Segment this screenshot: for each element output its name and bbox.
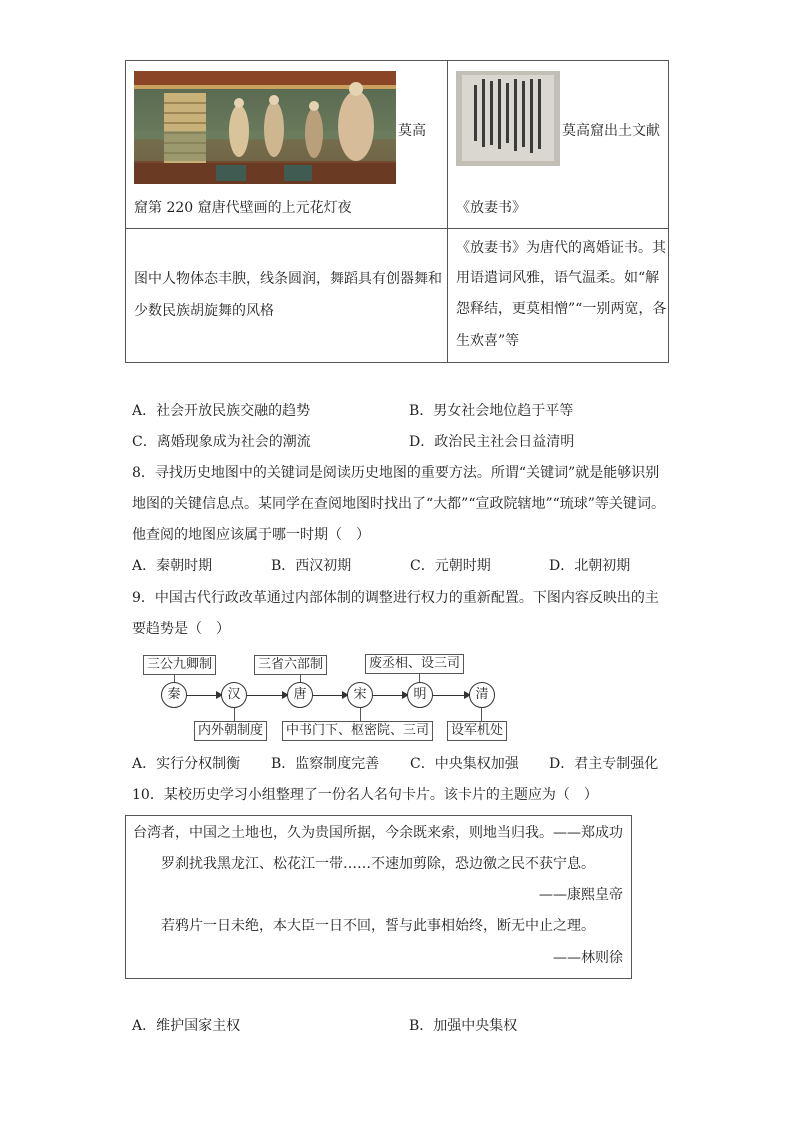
manuscript-caption-part2: 《放妻书》 <box>456 200 526 216</box>
q10-option-a[interactable]: A．维护国家主权 <box>132 1018 241 1034</box>
q9-option-a[interactable]: A．实行分权制衡 <box>132 756 241 772</box>
q7-option-d[interactable]: D．政治民主社会日益清明 <box>409 434 575 450</box>
mural-caption-part2: 窟第 220 窟唐代壁画的上元花灯夜 <box>134 200 352 216</box>
divorce-letter-description-line4: 生欢喜”等 <box>456 333 520 349</box>
attribution-kangxi: ——康熙皇帝 <box>539 887 623 903</box>
quote-kangxi: 罗刹扰我黑龙江、松花江一带……不速加剪除，恐边徼之民不获宁息。 <box>161 856 595 872</box>
node-han: 汉 <box>221 682 247 708</box>
q9-option-c[interactable]: C．中央集权加强 <box>410 756 519 772</box>
q8-option-c[interactable]: C．元朝时期 <box>410 558 491 574</box>
divorce-letter-description-line2: 用语遣词风雅，语气温柔。如“解 <box>456 270 660 286</box>
arrow-ming-qing <box>433 695 468 696</box>
label-neiwai-chao: 内外朝制度 <box>194 721 267 741</box>
divorce-letter-description-line1: 《放妻书》为唐代的离婚证书。其 <box>456 240 666 256</box>
mural-description-line2: 少数民族胡旋舞的风格 <box>134 303 274 319</box>
q7-option-a[interactable]: A．社会开放民族交融的趋势 <box>132 403 311 419</box>
q7-option-c[interactable]: C．离婚现象成为社会的潮流 <box>132 434 311 450</box>
node-song: 宋 <box>347 682 373 708</box>
q9-option-d[interactable]: D．君主专制强化 <box>549 756 659 772</box>
mural-image <box>134 71 396 184</box>
label-sangong-jiuqing: 三公九卿制 <box>143 655 216 675</box>
stub-song <box>360 708 361 722</box>
q8-stem-line3: 他查阅的地图应该属于哪一时期（ ） <box>132 527 370 543</box>
node-qin: 秦 <box>161 682 187 708</box>
node-tang: 唐 <box>287 682 313 708</box>
stub-qing <box>481 708 482 722</box>
mural-caption-part1: 莫高 <box>398 123 426 139</box>
label-junjichu: 设军机处 <box>447 721 507 741</box>
mural-description-line1: 图中人物体态丰腴，线条圆润，舞蹈具有创器舞和 <box>134 271 442 287</box>
quote-lin-zexu: 若鸦片一日未绝，本大臣一日不回，誓与此事相始终，断无中止之理。 <box>161 918 595 934</box>
attribution-lin-zexu: ——林则徐 <box>553 950 623 966</box>
stub-han <box>234 708 235 722</box>
q9-option-b[interactable]: B．监察制度完善 <box>271 756 380 772</box>
q8-option-d[interactable]: D．北朝初期 <box>549 558 631 574</box>
q8-stem-line1: 8．寻找历史地图中的关键词是阅读历史地图的重要方法。所谓“关键词”就是能够识别 <box>132 465 660 481</box>
q8-option-b[interactable]: B．西汉初期 <box>271 558 352 574</box>
manuscript-caption-part1: 莫高窟出土文献 <box>562 123 660 139</box>
label-fei-chengxiang: 废丞相、设三司 <box>365 654 464 674</box>
table-divider-horizontal <box>126 228 668 229</box>
manuscript-image <box>456 71 560 166</box>
divorce-letter-description-line3: 怨释结，更莫相憎”“一别两宽，各 <box>456 301 667 317</box>
q9-stem-line2: 要趋势是（ ） <box>132 621 230 637</box>
table-divider-vertical <box>447 61 448 362</box>
q10-option-b[interactable]: B．加强中央集权 <box>409 1018 518 1034</box>
q7-option-b[interactable]: B．男女社会地位趋于平等 <box>409 403 574 419</box>
q8-stem-line2: 地图的关键信息点。某同学在查阅地图时找出了“大都”“宣政院辖地”“琉球”等关键词。 <box>132 496 665 512</box>
arrow-han-tang <box>247 695 286 696</box>
node-qing: 清 <box>469 682 495 708</box>
quote-zheng-chenggong: 台湾者，中国之土地也，久为贵国所据，今余既来索，则地当归我。——郑成功 <box>133 825 623 841</box>
q9-stem-line1: 9．中国古代行政改革通过内部体制的调整进行权力的重新配置。下图内容反映出的主 <box>132 590 659 606</box>
comparison-table <box>125 60 669 363</box>
label-sansheng-liubu: 三省六部制 <box>254 655 327 675</box>
label-zhongshu-menxia: 中书门下、枢密院、三司 <box>282 721 433 741</box>
q8-option-a[interactable]: A．秦朝时期 <box>132 558 213 574</box>
quote-card <box>125 815 632 979</box>
q10-stem: 10．某校历史学习小组整理了一份名人名句卡片。该卡片的主题应为（ ） <box>132 787 598 803</box>
node-ming: 明 <box>407 682 433 708</box>
